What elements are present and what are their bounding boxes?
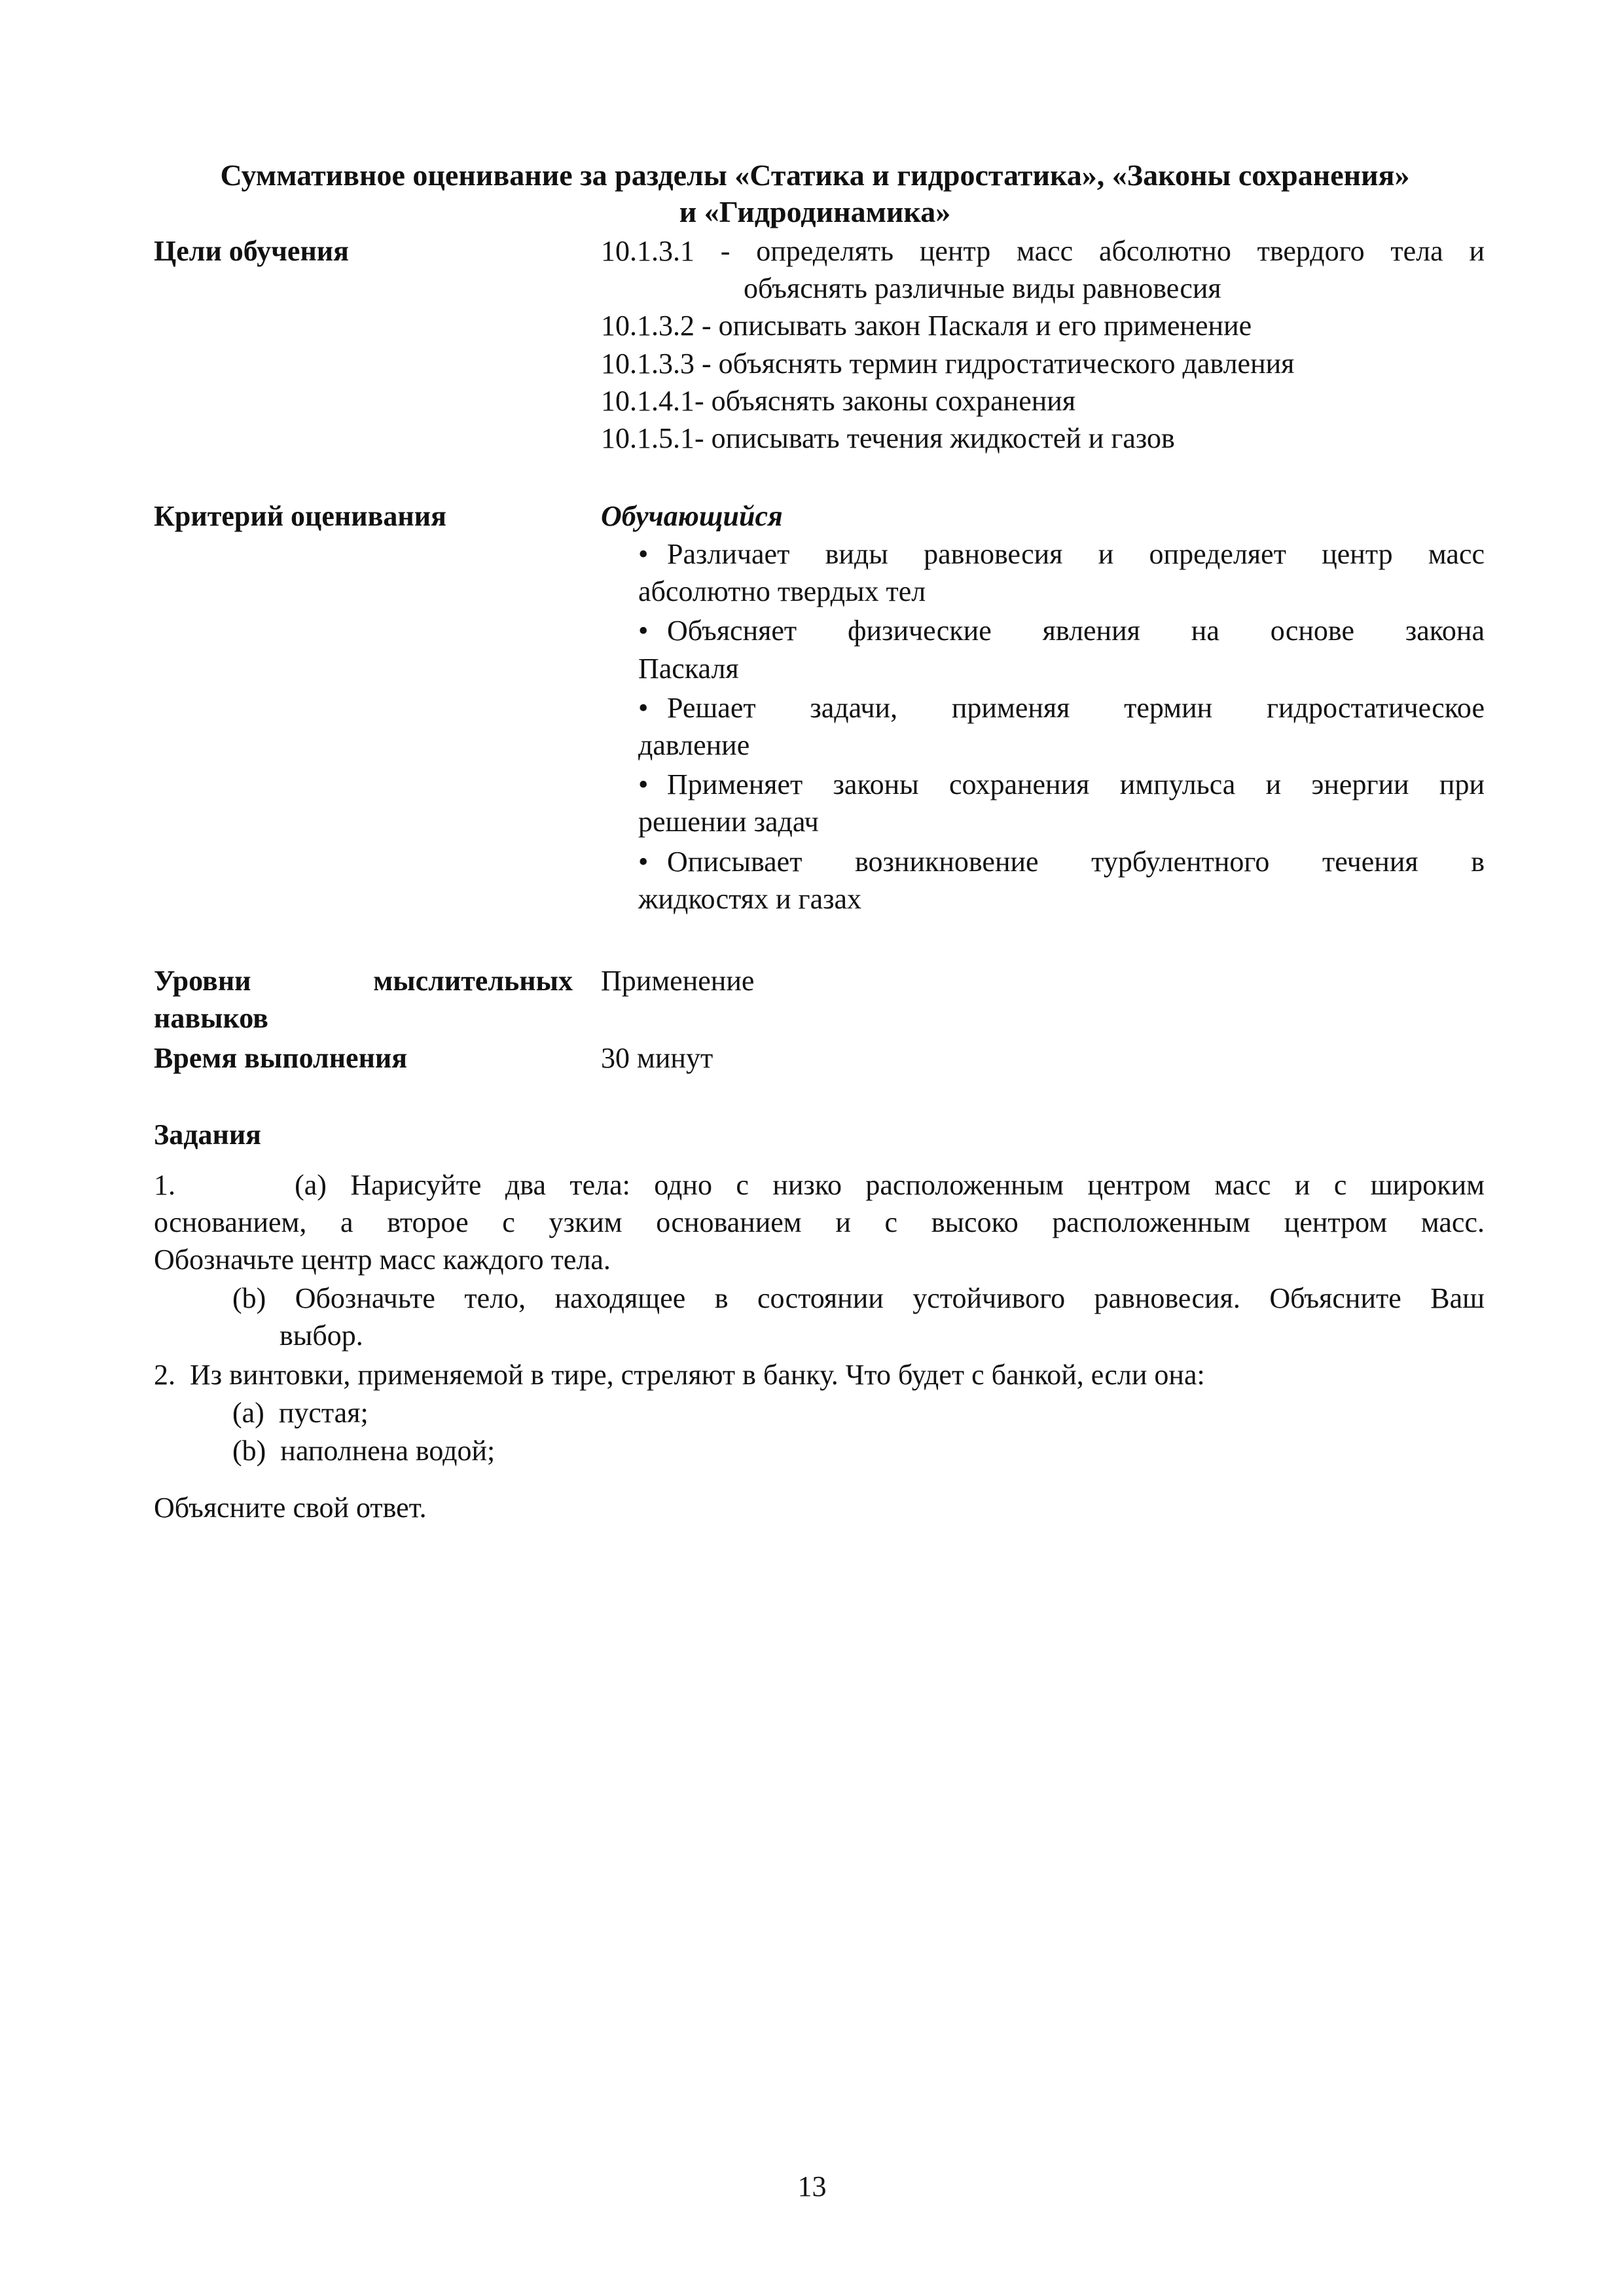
skills-value: Применение — [601, 965, 755, 997]
task-2: 2. Из винтовки, применяемой в тире, стреляют в банку. Что будет с банкой, если она: — [154, 1359, 1205, 1391]
task-1-line: Обозначьте центр масс каждого тела. — [154, 1244, 611, 1276]
task-1 — [154, 1166, 1485, 1279]
criteria-label: Критерий оценивания — [154, 500, 446, 532]
goal-item: 10.1.4.1- объяснять законы сохранения — [601, 384, 1076, 417]
bullet-icon: • — [638, 768, 649, 801]
criteria-item: • Решает задачи, применяя термин гидростатическое давление — [638, 689, 1485, 764]
bullet-icon: • — [638, 538, 649, 570]
bullet-icon: • — [638, 845, 649, 878]
task-1-line: основанием, а второе с узким основанием и с высоко расположенным центром масс. — [154, 1206, 1485, 1239]
bullet-icon: • — [638, 691, 649, 724]
goal-item: 10.1.3.1 - определять центр масс абсолютно твердого тела и — [601, 235, 1485, 267]
criteria-item: • Объясняет физические явления на основе закона Паскаля — [638, 612, 1485, 687]
criteria-item: • Применяет законы сохранения импульса и энергии при решении задач — [638, 766, 1485, 840]
goal-item: 10.1.5.1- описывать течения жидкостей и газов — [601, 422, 1175, 454]
criteria-item: • Различает виды равновесия и определяет центр масс абсолютно твердых тел — [638, 535, 1485, 610]
task-1-line: 1. (a) Нарисуйте два тела: одно с низко расположенным центром масс и с широким — [154, 1169, 1485, 1201]
tasks-heading: Задания — [154, 1119, 261, 1151]
task-2a: (a) пустая; — [232, 1397, 369, 1429]
time-value: 30 минут — [601, 1042, 713, 1074]
goal-item-continuation: объяснять различные виды равновесия — [744, 272, 1221, 305]
task-1b-line: выбор. — [280, 1319, 363, 1352]
criteria-heading: Обучающийся — [601, 500, 783, 532]
goals-list — [601, 232, 1485, 457]
title-line-2: и «Гидродинамика» — [679, 195, 951, 228]
time-label: Время выполнения — [154, 1042, 408, 1074]
page-title — [151, 157, 1479, 230]
goals-label: Цели обучения — [154, 235, 349, 267]
closing-instruction: Объясните свой ответ. — [154, 1492, 427, 1524]
page-number: 13 — [797, 2170, 827, 2202]
task-2b: (b) наполнена водой; — [232, 1435, 496, 1467]
skills-label: Уровни мыслительных навыков — [154, 965, 573, 1035]
task-1b-line: (b) Обозначьте тело, находящее в состоянии устойчивого равновесия. Объясните Ваш — [232, 1282, 1485, 1314]
criteria-list — [638, 535, 1485, 920]
criteria-item: • Описывает возникновение турбулентного течения в жидкостях и газах — [638, 843, 1485, 918]
title-line-1: Суммативное оценивание за разделы «Статика и гидростатика», «Законы сохранения» — [220, 158, 1410, 192]
goal-item: 10.1.3.2 - описывать закон Паскаля и его применение — [601, 310, 1252, 342]
goal-item: 10.1.3.3 - объяснять термин гидростатического давления — [601, 347, 1295, 380]
task-1b — [232, 1280, 1485, 1354]
bullet-icon: • — [638, 615, 649, 647]
